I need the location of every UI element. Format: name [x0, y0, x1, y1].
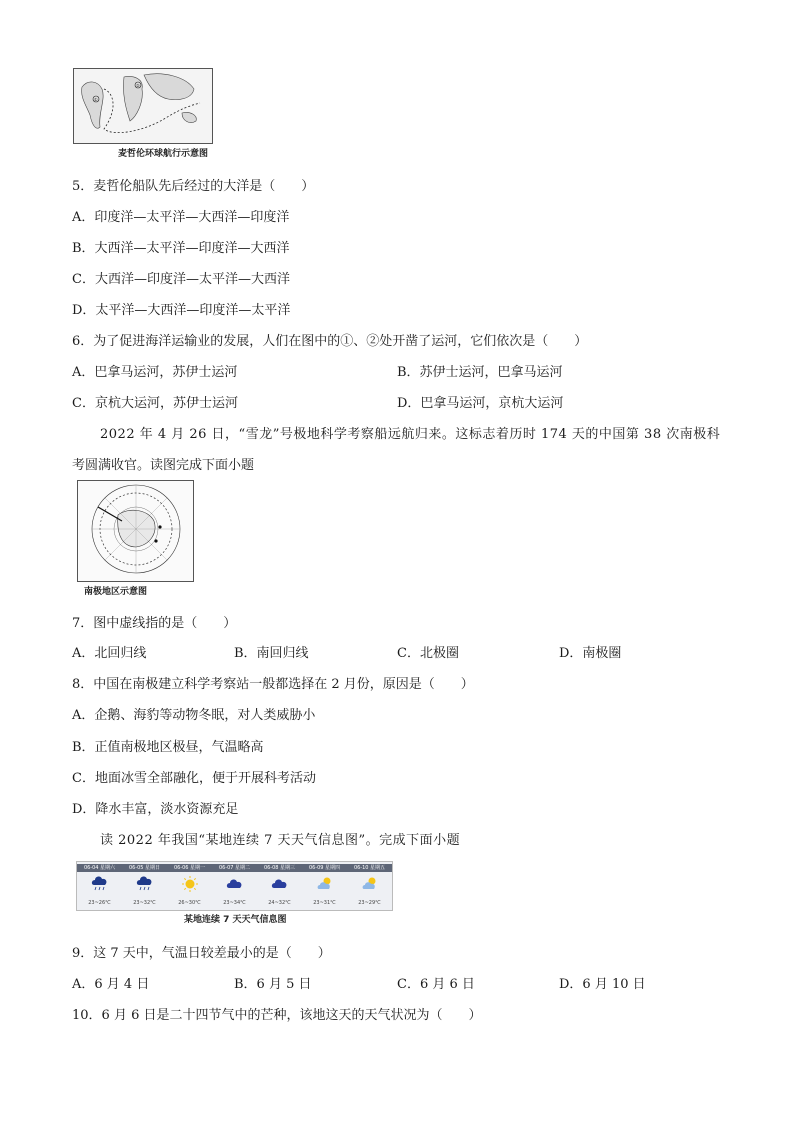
question-5-option-c: C．大西洋—印度洋—太平洋—大西洋: [72, 272, 290, 287]
weather-7day-panel: [76, 861, 393, 911]
weather-intro: 读 2022 年我国“某地连续 7 天天气信息图”。完成下面小题: [100, 833, 461, 848]
sun-icon: [181, 875, 199, 893]
weather-day-date: 06-04 星期六: [77, 864, 122, 872]
figure2-caption: 南极地区示意图: [84, 587, 148, 597]
antarctic-intro-line1: 2022 年 4 月 26 日，“雪龙”号极地科学考察船远航归来。这标志着历时 174 天的中国第 38 次南极科: [100, 427, 721, 442]
question-7-option-d: D．南极圈: [559, 646, 622, 661]
question-9-option-a: A．6 月 4 日: [72, 977, 150, 992]
antarctic-map-graphic: [78, 481, 193, 581]
question-9-option-b: B．6 月 5 日: [234, 977, 312, 992]
weather-day-temp: 23~29℃: [358, 900, 381, 906]
question-9-option-d: D．6 月 10 日: [559, 977, 646, 992]
weather-day-temp: 24~32℃: [268, 900, 291, 906]
weather-day-cell: [122, 862, 167, 908]
partly-cloudy-icon: [361, 875, 379, 893]
question-8-stem: 8．中国在南极建立科学考察站一般都选择在 2 月份，原因是（ ）: [72, 677, 474, 692]
question-9-option-c: C．6 月 6 日: [397, 977, 475, 992]
question-6-option-a: A．巴拿马运河，苏伊士运河: [72, 365, 238, 380]
svg-text:②: ②: [136, 83, 140, 88]
weather-day-date: 06-07 星期二: [212, 864, 257, 872]
magellan-route-map: [73, 68, 213, 144]
question-8-option-c: C．地面冰雪全部融化，便于开展科考活动: [72, 771, 316, 786]
weather-day-temp: 23~32℃: [133, 900, 156, 906]
question-6-option-b: B．苏伊士运河，巴拿马运河: [397, 365, 563, 380]
world-map-graphic: [74, 69, 212, 143]
question-8-option-d: D．降水丰富，淡水资源充足: [72, 802, 239, 817]
weather-day-date: 06-09 星期四: [302, 864, 347, 872]
question-8-option-a: A．企鹅、海豹等动物冬眠，对人类威胁小: [72, 708, 316, 723]
question-5-option-b: B．大西洋—太平洋—印度洋—大西洋: [72, 241, 290, 256]
question-6-option-c: C．京杭大运河，苏伊士运河: [72, 396, 238, 411]
rain-cloud-icon: [136, 875, 154, 893]
question-8-option-b: B．正值南极地区极昼，气温略高: [72, 740, 264, 755]
weather-day-temp: 23~34℃: [223, 900, 246, 906]
question-5-option-d: D．太平洋—大西洋—印度洋—太平洋: [72, 303, 291, 318]
weather-day-date: 06-10 星期五: [347, 864, 392, 872]
question-7-option-b: B．南回归线: [234, 646, 309, 661]
svg-text:①: ①: [94, 97, 98, 102]
figure3-caption: 某地连续 7 天天气信息图: [184, 915, 287, 925]
question-5-stem: 5．麦哲伦船队先后经过的大洋是（ ）: [72, 179, 315, 194]
question-10-stem: 10．6 月 6 日是二十四节气中的芒种，该地这天的天气状况为（ ）: [72, 1008, 482, 1023]
rain-cloud-icon: [91, 875, 109, 893]
question-6-option-d: D．巴拿马运河，京杭大运河: [397, 396, 564, 411]
weather-day-date: 06-05 星期日: [122, 864, 167, 872]
weather-day-temp: 26~30℃: [178, 900, 201, 906]
figure1-caption: 麦哲伦环球航行示意图: [118, 149, 209, 159]
weather-day-date: 06-08 星期三: [257, 864, 302, 872]
weather-day-cell: [302, 862, 347, 908]
weather-day-cell: [212, 862, 257, 908]
weather-day-cell: [347, 862, 392, 908]
cloud-icon: [226, 875, 244, 893]
question-7-option-a: A．北回归线: [72, 646, 147, 661]
antarctic-intro-line2: 考圆满收官。读图完成下面小题: [72, 458, 255, 473]
weather-day-temp: 23~31℃: [313, 900, 336, 906]
question-5-option-a: A．印度洋—太平洋—大西洋—印度洋: [72, 210, 290, 225]
weather-day-cell: [77, 862, 122, 908]
question-9-stem: 9．这 7 天中，气温日较差最小的是（ ）: [72, 946, 331, 961]
antarctic-map: [77, 480, 194, 582]
cloud-icon: [271, 875, 289, 893]
weather-day-cell: [167, 862, 212, 908]
partly-cloudy-icon: [316, 875, 334, 893]
weather-day-temp: 23~26℃: [88, 900, 111, 906]
weather-day-cell: [257, 862, 302, 908]
question-7-stem: 7．图中虚线指的是（ ）: [72, 616, 237, 631]
weather-day-date: 06-06 星期一: [167, 864, 212, 872]
question-6-stem: 6．为了促进海洋运输业的发展，人们在图中的①、②处开凿了运河，它们依次是（ ）: [72, 334, 588, 349]
question-7-option-c: C．北极圈: [397, 646, 459, 661]
